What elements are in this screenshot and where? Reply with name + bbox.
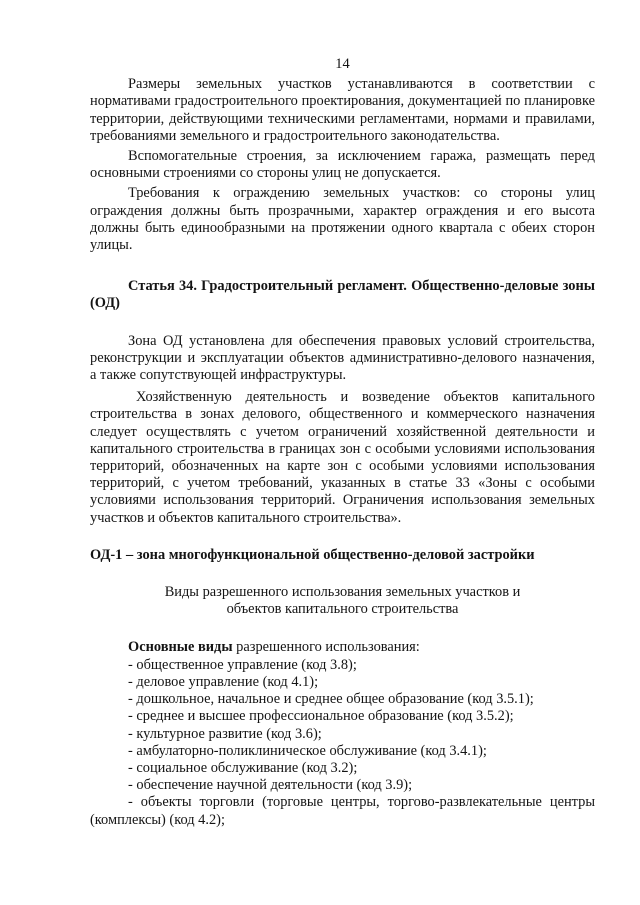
main-uses-list <box>90 657 595 829</box>
main-uses-heading-rest: разрешенного использования: <box>232 639 420 656</box>
zone-title: ОД-1 – зона многофункциональной общественно-деловой застройки <box>90 546 535 563</box>
document-page <box>90 56 595 829</box>
list-item: - дошкольное, начальное и среднее общее образование (код 3.5.1); <box>128 691 534 708</box>
list-item: - обеспечение научной деятельности (код 3.9); <box>128 777 413 794</box>
paragraph-economic-activity: Хозяйственную деятельность и возведение объектов капитального строительства в зонах делового, общественного и коммерческого назначения следует осуществлять с учетом ограничений хозяйственной деятельности и капитального строительства в границах зон с особыми условиями использования территорий, обозначенных на карте зон с особыми условиями использования территорий, с учетом требований, указанных в статье 33 «Зоны с особыми условиями использования территорий. Ограничения использования земельных участков и объектов капитального строительства». <box>90 389 595 526</box>
list-item: - среднее и высшее профессиональное образование (код 3.5.2); <box>128 708 514 725</box>
list-item: - культурное развитие (код 3.6); <box>128 725 322 742</box>
article-heading: Статья 34. Градостроительный регламент. Общественно-деловые зоны (ОД) <box>90 278 595 312</box>
list-item: - деловое управление (код 4.1); <box>128 673 319 690</box>
list-item: - социальное обслуживание (код 3.2); <box>128 759 358 776</box>
list-item: - общественное управление (код 3.8); <box>128 656 357 673</box>
uses-title-line1: Виды разрешенного использования земельных участков и <box>164 584 521 601</box>
list-item: - амбулаторно-поликлиническое обслуживание (код 3.4.1); <box>128 742 487 759</box>
main-uses-heading <box>90 639 595 656</box>
paragraph-zone-od: Зона ОД установлена для обеспечения правовых условий строительства, реконструкции и эксплуатации объектов административно-делового назначения, а также сопутствующей инфраструктуры. <box>90 332 595 384</box>
paragraph-auxiliary-buildings: Вспомогательные строения, за исключением гаража, размещать перед основными строениями со стороны улиц не допускается. <box>90 148 595 182</box>
uses-title <box>90 584 595 618</box>
paragraph-plot-sizes: Размеры земельных участков устанавливаются в соответствии с нормативами градостроительного проектирования, документацией по планировке территории, действующими техническими регламентами, нормами и правилами, требованиями земельного и градостроительного законодательства. <box>90 76 595 144</box>
page-number: 14 <box>335 56 350 72</box>
main-uses-heading-bold: Основные виды <box>128 639 233 656</box>
list-item: - объекты торговли (торговые центры, торгово-развлекательные центры (комплексы) (код 4.2); <box>90 794 595 828</box>
uses-title-line2: объектов капитального строительства <box>226 601 459 618</box>
paragraph-fencing-requirements: Требования к ограждению земельных участков: со стороны улиц ограждения должны быть прозрачными, характер ограждения и его высота должны быть единообразными на протяжении одного квартала с обеих сторон улицы. <box>90 185 595 254</box>
